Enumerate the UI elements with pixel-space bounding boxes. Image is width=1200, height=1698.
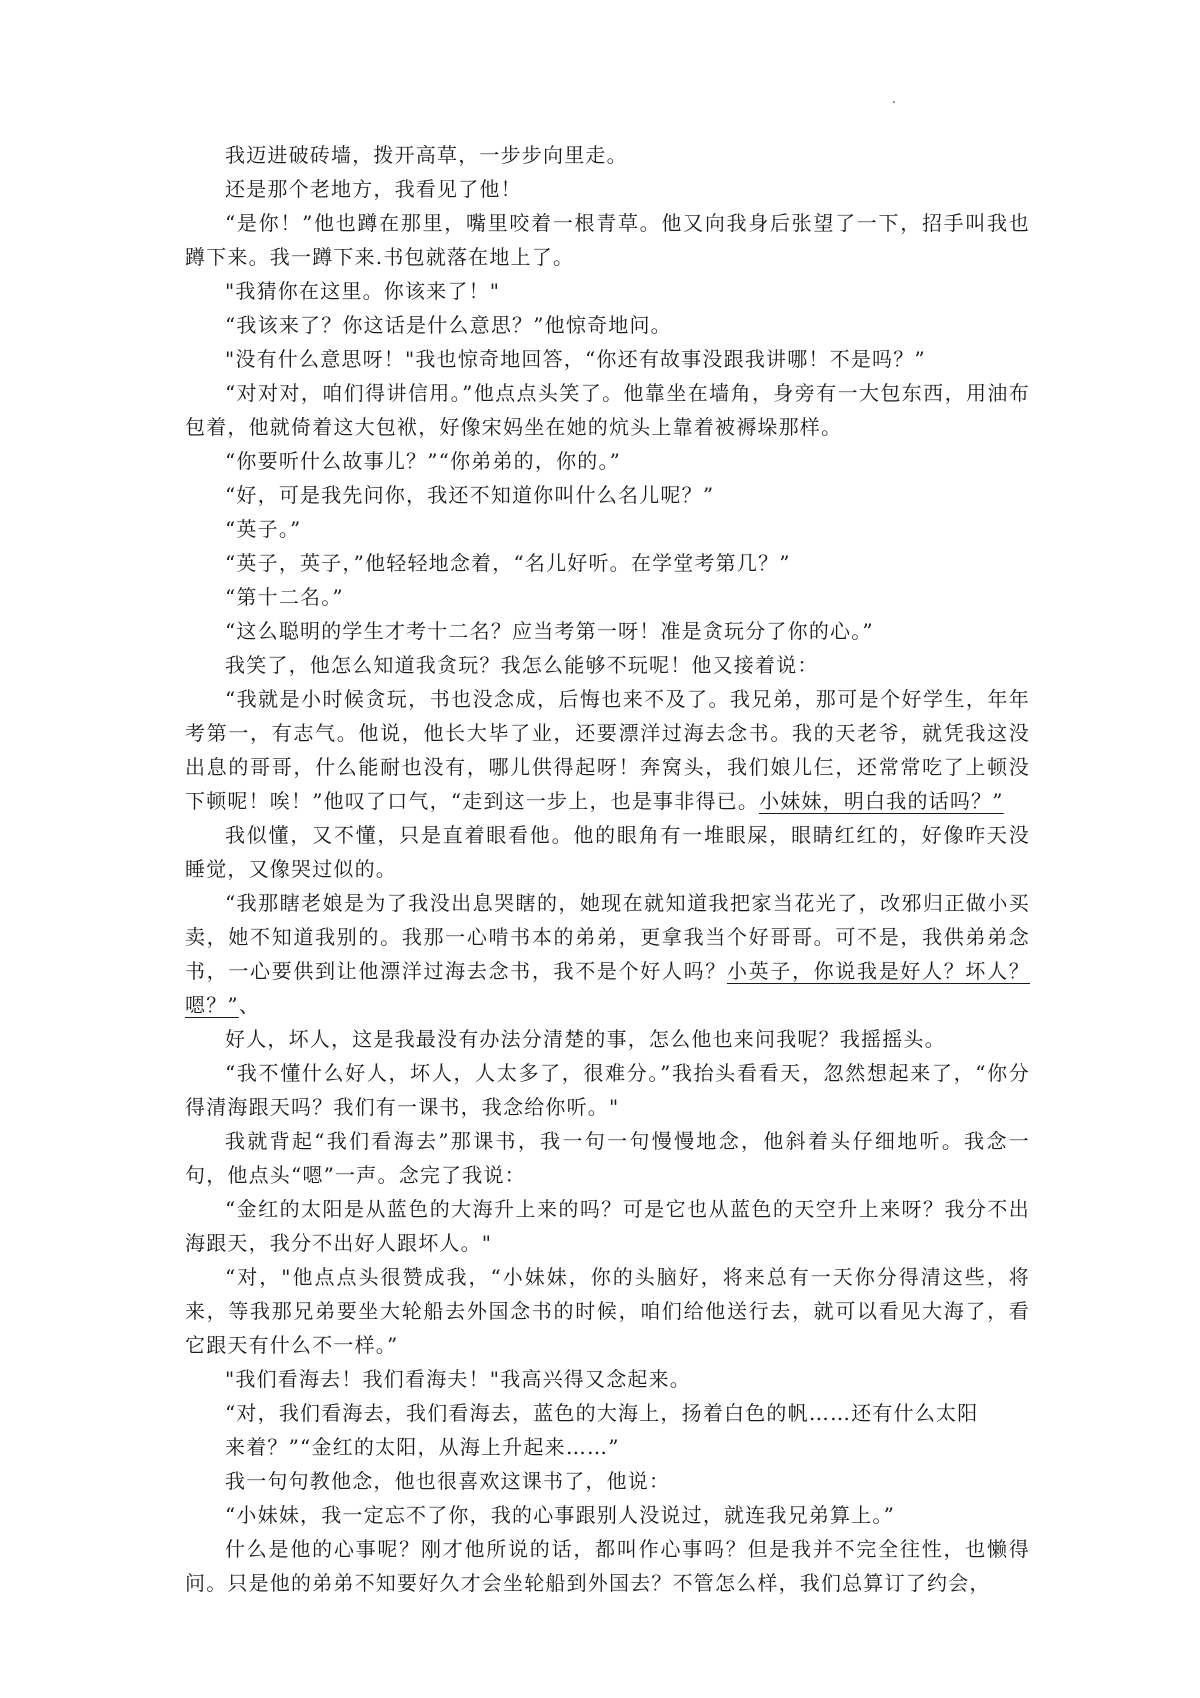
paragraph (185, 886, 1030, 1022)
paragraph: "没有什么意思呀！"我也惊奇地回答，“你还有故事没跟我讲哪！不是吗？” (225, 347, 926, 371)
paragraph: “对，我们看海去，我们看海去，蓝色的大海上，扬着白色的帆……还有什么太阳 (225, 1401, 979, 1425)
paragraph: “小妹妹，我一定忘不了你，我的心事跟别人没说过，就连我兄弟算上。” (225, 1503, 896, 1527)
paragraph: “我该来了？你这话是什么意思？”他惊奇地问。 (225, 313, 672, 337)
paragraph: 我笑了，他怎么知道我贪玩？我怎么能够不玩呢！他又接着说： (225, 653, 819, 677)
paragraph: 我一句句教他念，他也很喜欢这课书了，他说： (225, 1469, 671, 1493)
underlined-question: 小英子，你说我是好人？坏人？嗯？” (185, 959, 1030, 1017)
paragraph-continued: 来着？”“金红的太阳，从海上升起来……” (225, 1435, 620, 1459)
paragraph: 我就背起“我们看海去”那课书，我一句一句慢慢地念，他斜着头仔细地听。我念一句，他点头“嗯”一声。念完了我说： (185, 1129, 1030, 1187)
paragraph: “好，可是我先问你，我还不知道你叫什么名儿呢？” (225, 483, 715, 507)
paragraph-text: “我就是小时候贪玩，书也没念成，后悔也来不及了。我兄弟，那可是个好学生，年年考第一，有志气。他说，他长大毕了业，还要漂洋过海去念书。我的天老爷，就凭我这没出息的哥哥，什么能耐也没有，哪儿供得起呀！奔窝头，我们娘儿仨，还常常吃了上顿没下顿呢！唉！”他叹了口气，“走到这一步上，也是事非得已。 (185, 687, 1030, 813)
story-text (185, 138, 1030, 1600)
paragraph: “英子。” (225, 517, 302, 541)
paragraph: 我迈进破砖墙，拨开高草，一步步向里走。 (225, 143, 628, 167)
paragraph-text: “我那瞎老娘是为了我没出息哭瞎的，她现在就知道我把家当花光了，改邪归正做小买卖，她不知道我别的。我那一心啃书本的弟弟，更拿我当个好哥哥。可不是，我供弟弟念书，一心要供到让他漂洋过海去念书，我不是个好人吗？ (185, 891, 1030, 983)
scan-speck (893, 101, 895, 103)
stray-mark: 、 (238, 993, 261, 1017)
paragraph (185, 682, 1030, 818)
paragraph: “第十二名。” (225, 585, 344, 609)
paragraph: “这么聪明的学生才考十二名？应当考第一呀！准是贪玩分了你的心。” (225, 619, 874, 643)
paragraph: “英子，英子，”他轻轻地念着，“名儿好听。在学堂考第几？” (225, 551, 791, 575)
paragraph: “金红的太阳是从蓝色的大海升上来的吗？可是它也从蓝色的天空升上来呀？我分不出海跟天，我分不出好人跟坏人。" (185, 1197, 1030, 1255)
paragraph: 什么是他的心事呢？刚才他所说的话，都叫作心事吗？但是我并不完全往性，也懒得问。只是他的弟弟不知要好久才会坐轮船到外国去？不管怎么样，我们总算订了约会， (185, 1537, 1030, 1595)
paragraph: “对对对，咱们得讲信用。”他点点头笑了。他靠坐在墙角，身旁有一大包东西，用油布包着，他就倚着这大包袱，好像宋妈坐在她的炕头上靠着被褥垛那样。 (185, 381, 1030, 439)
paragraph: 我似懂，又不懂，只是直着眼看他。他的眼角有一堆眼屎，眼睛红红的，好像昨天没睡觉，又像哭过似的。 (185, 823, 1030, 881)
paragraph: “是你！”他也蹲在那里，嘴里咬着一根青草。他又向我身后张望了一下，招手叫我也蹲下来。我一蹲下来.书包就落在地上了。 (185, 211, 1030, 269)
paragraph: “对，"他点点头很赞成我，“小妹妹，你的头脑好，将来总有一天你分得清这些，将来，等我那兄弟要坐大轮船去外国念书的时候，咱们给他送行去，就可以看见大海了，看它跟天有什么不一样。” (185, 1265, 1030, 1357)
paragraph: "我们看海去！我们看海夫！"我高兴得又念起来。 (225, 1367, 691, 1391)
paragraph: “你要听什么故事儿？”“你弟弟的，你的。” (225, 449, 622, 473)
paragraph: "我猜你在这里。你该来了！" (225, 279, 501, 303)
underlined-question: 小妹妹，明白我的话吗？” (759, 789, 1004, 813)
paragraph: “我不懂什么好人，坏人，人太多了，很难分。”我抬头看看天，忽然想起来了，“你分得清海跟天吗？我们有一课书，我念给你听。" (185, 1061, 1030, 1119)
paragraph: 好人，坏人，这是我最没有办法分清楚的事，怎么他也来问我呢？我摇摇头。 (225, 1027, 946, 1051)
paragraph: 还是那个老地方，我看见了他！ (225, 177, 522, 201)
